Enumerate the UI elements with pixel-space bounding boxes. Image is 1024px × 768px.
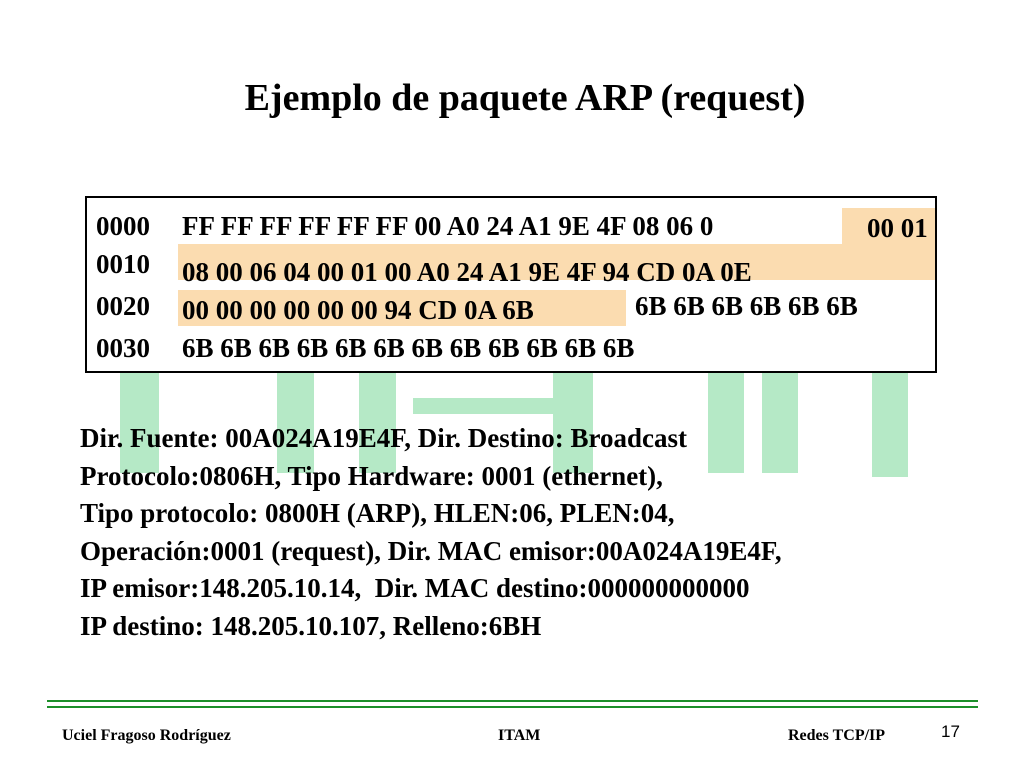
slide-number: 17 bbox=[941, 722, 960, 741]
hex-offset: 0020 bbox=[96, 291, 150, 321]
footer-institution: ITAM bbox=[498, 727, 541, 744]
description-line: Protocolo:0806H, Tipo Hardware: 0001 (ethernet), bbox=[80, 460, 663, 491]
packet-description bbox=[80, 420, 782, 645]
description-line: Dir. Fuente: 00A024A19E4F, Dir. Destino: Broadcast bbox=[80, 423, 687, 453]
description-line: IP destino: 148.205.10.107, Relleno:6BH bbox=[80, 610, 542, 641]
description-line: Tipo protocolo: 0800H (ARP), HLEN:06, PLEN:04, bbox=[80, 498, 675, 528]
target-address-bytes: 00 00 00 00 00 00 94 CD 0A 6B bbox=[182, 295, 534, 325]
hex-offset: 0030 bbox=[96, 333, 150, 363]
footer-author: Uciel Fragoso Rodríguez bbox=[62, 727, 231, 744]
hardware-type-bytes: 00 01 bbox=[867, 213, 928, 243]
slide-title: Ejemplo de paquete ARP (request) bbox=[244, 77, 806, 119]
hex-offset: 0010 bbox=[96, 249, 150, 279]
hex-offset: 0000 bbox=[96, 211, 150, 241]
footer-rule bbox=[47, 706, 978, 708]
description-line: IP emisor:148.205.10.14, Dir. MAC destino:000000000000 bbox=[80, 573, 750, 603]
hex-bytes: FF FF FF FF FF FF 00 A0 24 A1 9E 4F 08 06 0 bbox=[182, 211, 714, 241]
footer-course: Redes TCP/IP bbox=[788, 727, 886, 744]
description-line: Operación:0001 (request), Dir. MAC emisor:00A024A19E4F, bbox=[80, 535, 782, 566]
padding-bytes: 6B 6B 6B 6B 6B 6B bbox=[635, 291, 858, 321]
hex-dump-box bbox=[85, 196, 937, 373]
arp-header-bytes: 08 00 06 04 00 01 00 A0 24 A1 9E 4F 94 CD 0A 0E bbox=[182, 257, 752, 287]
footer-rule bbox=[47, 700, 978, 702]
hex-bytes: 6B 6B 6B 6B 6B 6B 6B 6B 6B 6B 6B 6B bbox=[182, 333, 635, 363]
